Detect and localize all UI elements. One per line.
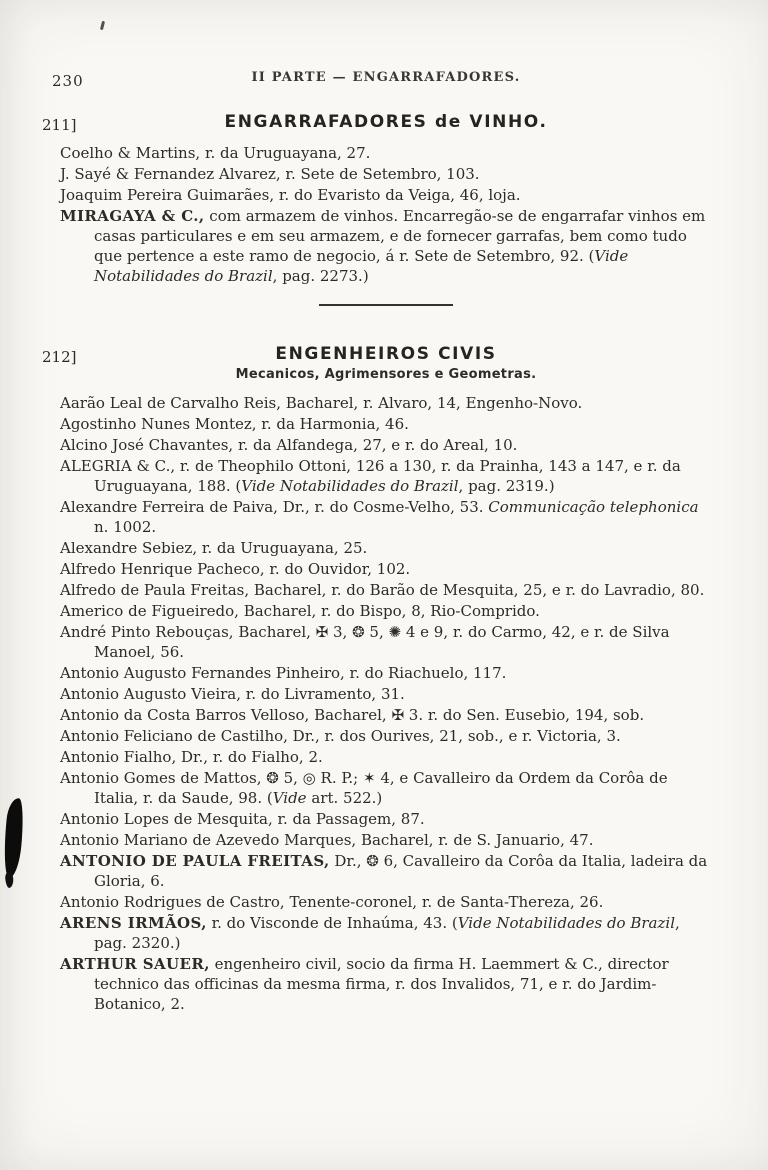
directory-entry	[60, 601, 712, 621]
directory-entry	[60, 684, 712, 704]
directory-entry	[60, 663, 712, 683]
entry-text-segment: ALEGRIA & C., r. de Theophilo Ottoni, 126 a 130, r. da Prainha, 143 a 147, e r. da Uruguayana, 188. (	[60, 457, 681, 495]
section-divider	[319, 304, 453, 306]
entry-text-segment: Antonio Augusto Vieira, r. do Livramento, 31.	[60, 685, 405, 703]
directory-entry	[60, 185, 712, 205]
section-engenheiros	[42, 344, 712, 1014]
entry-text-segment: Dr., ❂ 6, Cavalleiro da Corôa da Italia, ladeira da Gloria, 6.	[94, 852, 708, 890]
directory-entry	[60, 414, 712, 434]
directory-entry	[60, 768, 712, 808]
entry-text-segment: Aarão Leal de Carvalho Reis, Bacharel, r. Alvaro, 14, Engenho-Novo.	[60, 394, 583, 412]
entry-text-segment: Alfredo de Paula Freitas, Bacharel, r. do Barão de Mesquita, 25, e r. do Lavradio, 80.	[60, 581, 705, 599]
directory-entry	[60, 892, 712, 912]
entry-text-segment: Vide Notabilidades do Brazil	[241, 477, 459, 495]
entry-text-segment: Vide Notabilidades do Brazil	[94, 247, 629, 285]
entry-text-segment: Joaquim Pereira Guimarães, r. do Evaristo da Veiga, 46, loja.	[60, 186, 521, 204]
directory-entry	[60, 206, 712, 286]
entry-text-segment: Alexandre Sebiez, r. da Uruguayana, 25.	[60, 539, 368, 557]
entry-text-segment: , pag. 2320.)	[94, 914, 680, 952]
entry-text-segment: André Pinto Rebouças, Bacharel, ✠ 3, ❂ 5, ✺ 4 e 9, r. do Carmo, 42, e r. de Silva Manoel, 56.	[60, 623, 670, 661]
entry-text-segment: r. do Visconde de Inhaúma, 43. (	[206, 914, 458, 932]
entry-text-segment: Antonio Mariano de Azevedo Marques, Bacharel, r. de S. Januario, 47.	[60, 831, 594, 849]
entry-text-segment: com armazem de vinhos. Encarregão-se de engarrafar vinhos em casas particulares e em seu armazem, e de fornecer garrafas, bem como tudo que pertence a este ramo de negocio, á r. Sete de Setembro, 92. (	[94, 207, 706, 265]
entry-text-segment: Agostinho Nunes Montez, r. da Harmonia, 46.	[60, 415, 409, 433]
entry-text-segment: art. 522.)	[306, 789, 383, 807]
entry-text-segment: engenheiro civil, socio da firma H. Laemmert & C., director technico das officinas da mesma firma, r. dos Invalidos, 71, e r. do Jardim-Botanico, 2.	[94, 955, 669, 1013]
entry-list	[60, 143, 712, 286]
entry-text-segment: Vide	[272, 789, 307, 807]
entry-text-segment: Antonio Fialho, Dr., r. do Fialho, 2.	[60, 748, 323, 766]
section-title: ENGENHEIROS CIVIS	[275, 344, 497, 364]
entry-text-segment: Alexandre Ferreira de Paiva, Dr., r. do Cosme-Velho, 53.	[60, 498, 489, 516]
directory-entry	[60, 954, 712, 1014]
page-number: 230	[52, 72, 84, 90]
entry-text-segment: n. 1002.	[94, 518, 157, 536]
entry-text-segment: Americo de Figueiredo, Bacharel, r. do Bispo, 8, Rio-Comprido.	[60, 602, 540, 620]
entry-text-segment: , pag. 2319.)	[458, 477, 555, 495]
section-number: 212]	[42, 348, 77, 366]
directory-entry	[60, 913, 712, 953]
page-header	[52, 70, 712, 92]
section-title: ENGARRAFADORES de VINHO.	[224, 112, 548, 132]
entry-text-segment: Communicação telephonica	[488, 498, 699, 516]
directory-entry	[60, 622, 712, 662]
entry-text-segment: Antonio Feliciano de Castilho, Dr., r. dos Ourives, 21, sob., e r. Victoria, 3.	[60, 727, 621, 745]
entry-text-segment: Antonio Gomes de Mattos, ❂ 5, ◎ R. P.; ✶ 4, e Cavalleiro da Ordem da Corôa de Italia, r. da Saude, 98. (	[60, 769, 668, 807]
entry-text-segment: Coelho & Martins, r. da Uruguayana, 27.	[60, 144, 371, 162]
directory-entry	[60, 435, 712, 455]
directory-entry	[60, 747, 712, 767]
directory-entry	[60, 497, 712, 537]
entry-text-segment: Alcino José Chavantes, r. da Alfandega, 27, e r. do Areal, 10.	[60, 436, 518, 454]
entry-text-segment: Antonio da Costa Barros Velloso, Bacharel, ✠ 3. r. do Sen. Eusebio, 194, sob.	[60, 706, 645, 724]
section-engarrafadores	[42, 112, 712, 286]
entry-text-segment: Alfredo Henrique Pacheco, r. do Ouvidor, 102.	[60, 560, 411, 578]
entry-text-segment: ARENS IRMÃOS,	[60, 914, 207, 932]
entry-list	[60, 393, 712, 1014]
directory-entry	[60, 143, 712, 163]
directory-entry	[60, 851, 712, 891]
entry-text-segment: ANTONIO DE PAULA FREITAS,	[60, 852, 330, 870]
entry-text-segment: ARTHUR SAUER,	[60, 955, 210, 973]
entry-text-segment: MIRAGAYA & C.,	[60, 207, 205, 225]
directory-entry	[60, 456, 712, 496]
directory-entry	[60, 809, 712, 829]
entry-text-segment: Antonio Rodrigues de Castro, Tenente-coronel, r. de Santa-Thereza, 26.	[60, 893, 604, 911]
directory-entry	[60, 164, 712, 184]
entry-text-segment: Vide Notabilidades do Brazil	[457, 914, 675, 932]
directory-entry	[60, 726, 712, 746]
entry-text-segment: Antonio Augusto Fernandes Pinheiro, r. do Riachuelo, 117.	[60, 664, 507, 682]
directory-entry	[60, 830, 712, 850]
section-heading	[42, 344, 712, 366]
section-heading	[42, 112, 712, 134]
entry-text-segment: J. Sayé & Fernandez Alvarez, r. Sete de Setembro, 103.	[60, 165, 480, 183]
directory-entry	[60, 559, 712, 579]
entry-text-segment: , pag. 2273.)	[272, 267, 369, 285]
directory-entry	[60, 393, 712, 413]
directory-entry	[60, 705, 712, 725]
section-subtitle: Mecanicos, Agrimensores e Geometras.	[235, 367, 537, 382]
directory-entry	[60, 580, 712, 600]
running-title: II PARTE — ENGARRAFADORES.	[251, 70, 521, 85]
entry-text-segment: Antonio Lopes de Mesquita, r. da Passagem, 87.	[60, 810, 425, 828]
section-number: 211]	[42, 116, 77, 134]
directory-entry	[60, 538, 712, 558]
